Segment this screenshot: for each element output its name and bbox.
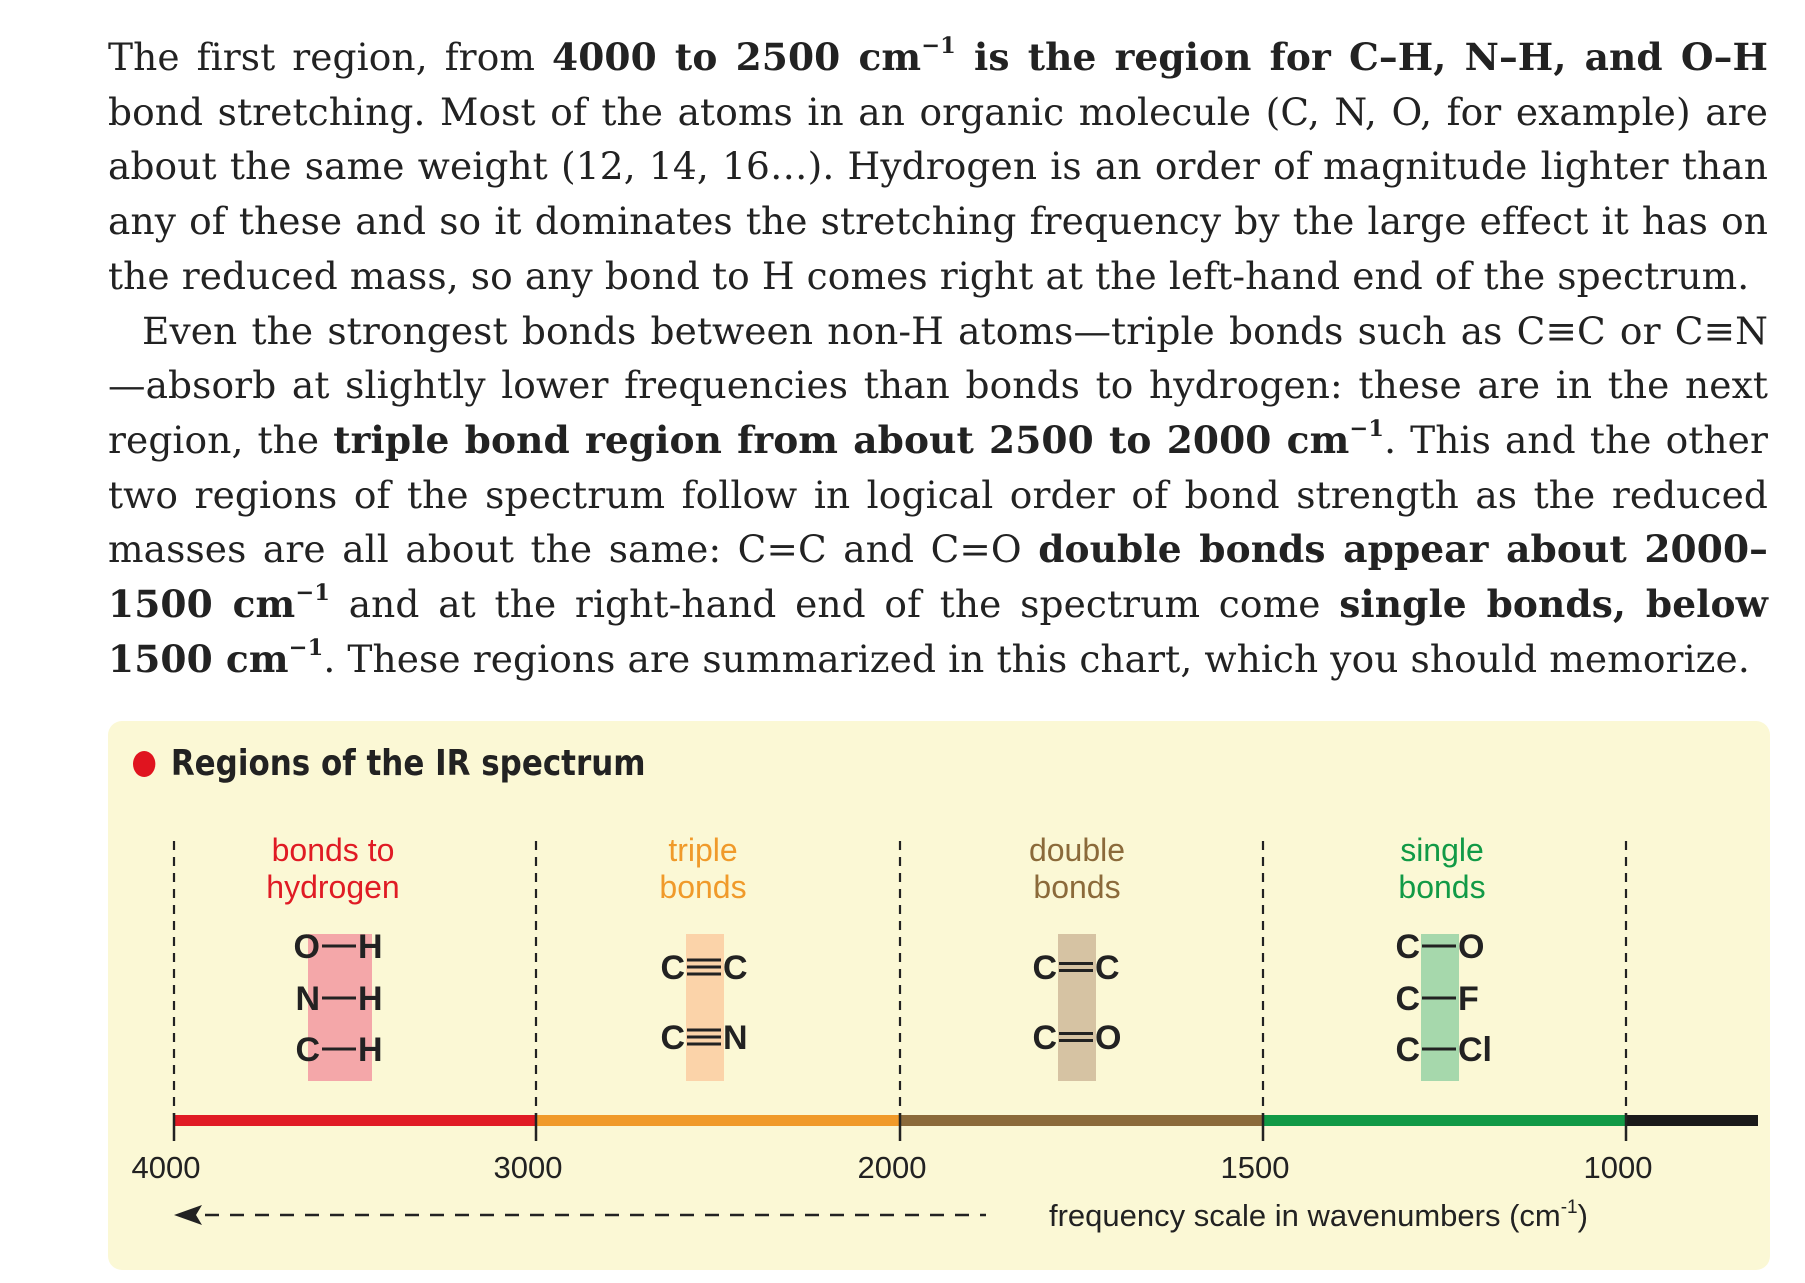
axis-caption-end: ) (1577, 1198, 1588, 1233)
atom-label: C (295, 1031, 320, 1069)
text-run: −1 (288, 634, 324, 661)
atom-label: O (1458, 928, 1485, 966)
region-label: double (1028, 832, 1126, 868)
region-label: hydrogen (266, 869, 400, 905)
tick-label: 3000 (493, 1150, 563, 1185)
text-run: −1 (295, 580, 331, 607)
text-run: The first region, from (108, 35, 553, 79)
paragraph-2 (108, 304, 1768, 687)
bond-highlight (1421, 934, 1459, 1081)
text-run: 4000 to 2500 cm (552, 35, 922, 79)
tick-label: 1000 (1583, 1150, 1653, 1185)
region-label: bonds (659, 869, 747, 905)
atom-label: C (1395, 980, 1420, 1018)
axis-segment (536, 1115, 900, 1126)
text-run: single bonds, below 1500 cm (108, 582, 1769, 681)
tick-label: 2000 (857, 1150, 927, 1185)
atom-label: C (660, 1019, 685, 1057)
tick-label: 4000 (131, 1150, 201, 1185)
ir-regions-chart (108, 721, 1770, 1270)
axis-segment (1263, 1115, 1626, 1126)
text-run: and at the right-hand end of the spectrum come (330, 582, 1340, 627)
text-run: triple bond region from about 2500 to 2000 cm (333, 417, 1350, 462)
region-label: bonds to (271, 832, 395, 868)
bond-highlight (686, 934, 724, 1081)
region-label: triple (668, 832, 738, 868)
figure-heading-text: Regions of the IR spectrum (170, 743, 646, 784)
axis-caption-sup: -1 (1560, 1197, 1578, 1218)
atom-label: C (1395, 928, 1420, 966)
atom-label: C (660, 949, 685, 987)
atom-label: N (295, 980, 320, 1018)
text-run: bond stretching. Most of the atoms in an organic molecule (C, N, O, for example) are about the same weight (12, 14, 16…). Hydrogen is an order of magnitude lighter than any of these and so it dominates the stretching frequency by the large effect it has on the reduced mass, so any bond to H comes right at the left-hand end of the spectrum. (108, 89, 1768, 298)
axis-segment (1626, 1115, 1758, 1126)
atom-label: N (723, 1019, 748, 1057)
atom-label: C (1032, 1019, 1057, 1057)
atom-label: H (358, 1031, 383, 1069)
atom-label: Cl (1458, 1031, 1492, 1069)
bond-highlight (1058, 934, 1096, 1081)
text-run: double bonds appear about 2000–1500 cm (108, 527, 1768, 627)
text-run: . These regions are summarized in this chart, which you should memorize. (323, 636, 1750, 681)
text-run: −1 (1349, 416, 1385, 443)
axis-segment (174, 1115, 536, 1126)
axis-segment (900, 1115, 1263, 1126)
atom-label: C (1395, 1031, 1420, 1069)
atom-label: C (1032, 949, 1057, 987)
atom-label: H (358, 928, 383, 966)
ir-regions-figure (108, 721, 1770, 1270)
axis-caption-text: frequency scale in wavenumbers (cm (1049, 1198, 1561, 1233)
tick-label: 1500 (1220, 1150, 1290, 1185)
atom-label: O (1095, 1019, 1122, 1057)
arrow-left-icon (174, 1205, 202, 1225)
axis-caption (1049, 1197, 1588, 1233)
atom-label: C (1095, 949, 1120, 987)
text-run: . This and the other two regions of the spectrum follow in logical order of bond strength as the reduced masses are all about the same: C=C and C=O (108, 417, 1768, 572)
text-run: Even the strongest bonds between non-H atoms—triple bonds such as C≡C or C≡N—absorb at slightly lower frequencies than bonds to hydrogen: these are in the next region, the (108, 308, 1768, 462)
region-label: bonds (1033, 869, 1121, 905)
text-run: is the region for C–H, N–H, and O–H (955, 35, 1768, 79)
atom-label: F (1458, 980, 1479, 1018)
paragraph-1 (108, 30, 1768, 304)
region-label: bonds (1398, 869, 1486, 905)
region-label: single (1400, 832, 1484, 868)
atom-label: O (293, 928, 320, 966)
body-text (108, 30, 1768, 686)
atom-label: C (723, 949, 748, 987)
atom-label: H (358, 980, 383, 1018)
text-run: −1 (921, 33, 956, 60)
